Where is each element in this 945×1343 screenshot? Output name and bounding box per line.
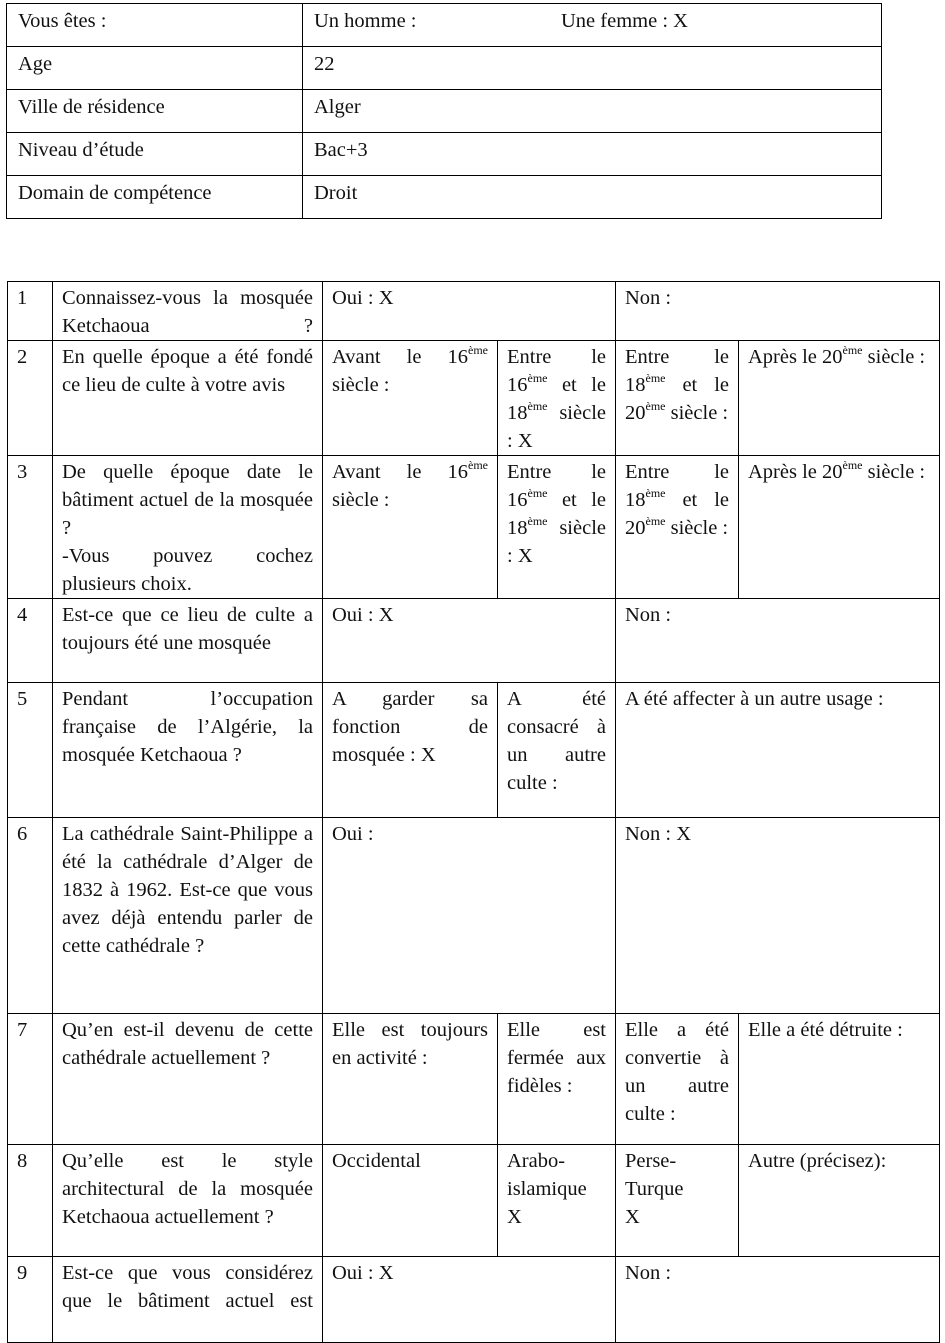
- answer-non: Non :: [616, 282, 940, 341]
- question-number: 8: [8, 1145, 53, 1257]
- answer-occidental: Occidental: [323, 1145, 498, 1257]
- answer-16-18: Entre le 16ème et le 18ème siècle : X: [498, 341, 616, 456]
- info-value: 22: [303, 47, 882, 90]
- answer-en-activite: Elle est toujours en activité :: [323, 1014, 498, 1145]
- question-number: 4: [8, 599, 53, 683]
- info-label: Age: [7, 47, 303, 90]
- sexe-femme-option: Une femme : X: [561, 10, 688, 32]
- question-text: Qu’elle est le style architectural de la mosquée Ketchaoua actuellement ?: [53, 1145, 323, 1257]
- question-row-8: [8, 1145, 940, 1257]
- question-row-6: [8, 818, 940, 1014]
- info-row-sexe: [7, 4, 882, 47]
- question-number: 3: [8, 456, 53, 599]
- question-row-4: [8, 599, 940, 683]
- question-text: La cathédrale Saint-Philippe a été la cathédrale d’Alger de 1832 à 1962. Est-ce que vous avez déjà entendu parler de cette cathédrale ?: [53, 818, 323, 1014]
- answer-18-20: Entre le 18ème et le 20ème siècle :: [616, 341, 739, 456]
- question-text: Est-ce que ce lieu de culte a toujours été une mosquée: [53, 599, 323, 683]
- question-row-5: [8, 683, 940, 818]
- answer-oui: Oui : X: [323, 599, 616, 683]
- answer-autre-culte: A été consacré à un autre culte :: [498, 683, 616, 818]
- answer-autre: Autre (précisez):: [739, 1145, 940, 1257]
- info-label: Domain de compétence: [7, 176, 303, 219]
- question-row-7: [8, 1014, 940, 1145]
- info-row-niveau: [7, 133, 882, 176]
- question-number: 5: [8, 683, 53, 818]
- answer-avant-16: Avant le 16ème siècle :: [323, 341, 498, 456]
- question-number: 7: [8, 1014, 53, 1145]
- question-row-9: [8, 1257, 940, 1343]
- sexe-homme-option: Un homme :: [314, 10, 417, 32]
- answer-arabo-islamique: Arabo-islamique X: [498, 1145, 616, 1257]
- info-label: Vous êtes :: [7, 4, 303, 47]
- info-value: Alger: [303, 90, 882, 133]
- answer-16-18: Entre le 16ème et le 18ème siècle : X: [498, 456, 616, 599]
- answer-convertie: Elle a été convertie à un autre culte :: [616, 1014, 739, 1145]
- info-value: Bac+3: [303, 133, 882, 176]
- answer-perse-turque: Perse-Turque X: [616, 1145, 739, 1257]
- answer-apres-20: Après le 20ème siècle :: [739, 341, 940, 456]
- answer-oui: Oui : X: [323, 282, 616, 341]
- question-row-2: [8, 341, 940, 456]
- question-row-1: [8, 282, 940, 341]
- answer-non: Non :: [616, 599, 940, 683]
- info-row-domaine: [7, 176, 882, 219]
- answer-oui: Oui :: [323, 818, 616, 1014]
- info-value: Droit: [303, 176, 882, 219]
- info-label: Niveau d’étude: [7, 133, 303, 176]
- answer-fonction-mosquee: A garder sa fonction de mosquée : X: [323, 683, 498, 818]
- answer-avant-16: Avant le 16ème siècle :: [323, 456, 498, 599]
- answer-oui: Oui : X: [323, 1257, 616, 1343]
- question-number: 6: [8, 818, 53, 1014]
- answer-non: Non :: [616, 1257, 940, 1343]
- answer-non: Non : X: [616, 818, 940, 1014]
- respondent-info-table: [6, 3, 882, 219]
- question-text: Connaissez-vous la mosquée Ketchaoua ?: [53, 282, 323, 341]
- question-text: Est-ce que vous considérez que le bâtiment actuel est: [53, 1257, 323, 1343]
- question-text: Pendant l’occupation française de l’Algérie, la mosquée Ketchaoua ?: [53, 683, 323, 818]
- question-row-3: [8, 456, 940, 599]
- info-row-ville: [7, 90, 882, 133]
- question-text: Qu’en est-il devenu de cette cathédrale actuellement ?: [53, 1014, 323, 1145]
- question-number: 1: [8, 282, 53, 341]
- info-label: Ville de résidence: [7, 90, 303, 133]
- answer-18-20: Entre le 18ème et le 20ème siècle :: [616, 456, 739, 599]
- question-number: 2: [8, 341, 53, 456]
- answer-autre-usage: A été affecter à un autre usage :: [616, 683, 940, 818]
- question-text: De quelle époque date le bâtiment actuel de la mosquée ? -Vous pouvez cochez plusieurs choix.: [53, 456, 323, 599]
- info-value: [303, 4, 882, 47]
- info-row-age: [7, 47, 882, 90]
- answer-fermee: Elle est fermée aux fidèles :: [498, 1014, 616, 1145]
- question-number: 9: [8, 1257, 53, 1343]
- questionnaire-table: [7, 281, 940, 1343]
- answer-apres-20: Après le 20ème siècle :: [739, 456, 940, 599]
- question-text: En quelle époque a été fondé ce lieu de culte à votre avis: [53, 341, 323, 456]
- answer-detruite: Elle a été détruite :: [739, 1014, 940, 1145]
